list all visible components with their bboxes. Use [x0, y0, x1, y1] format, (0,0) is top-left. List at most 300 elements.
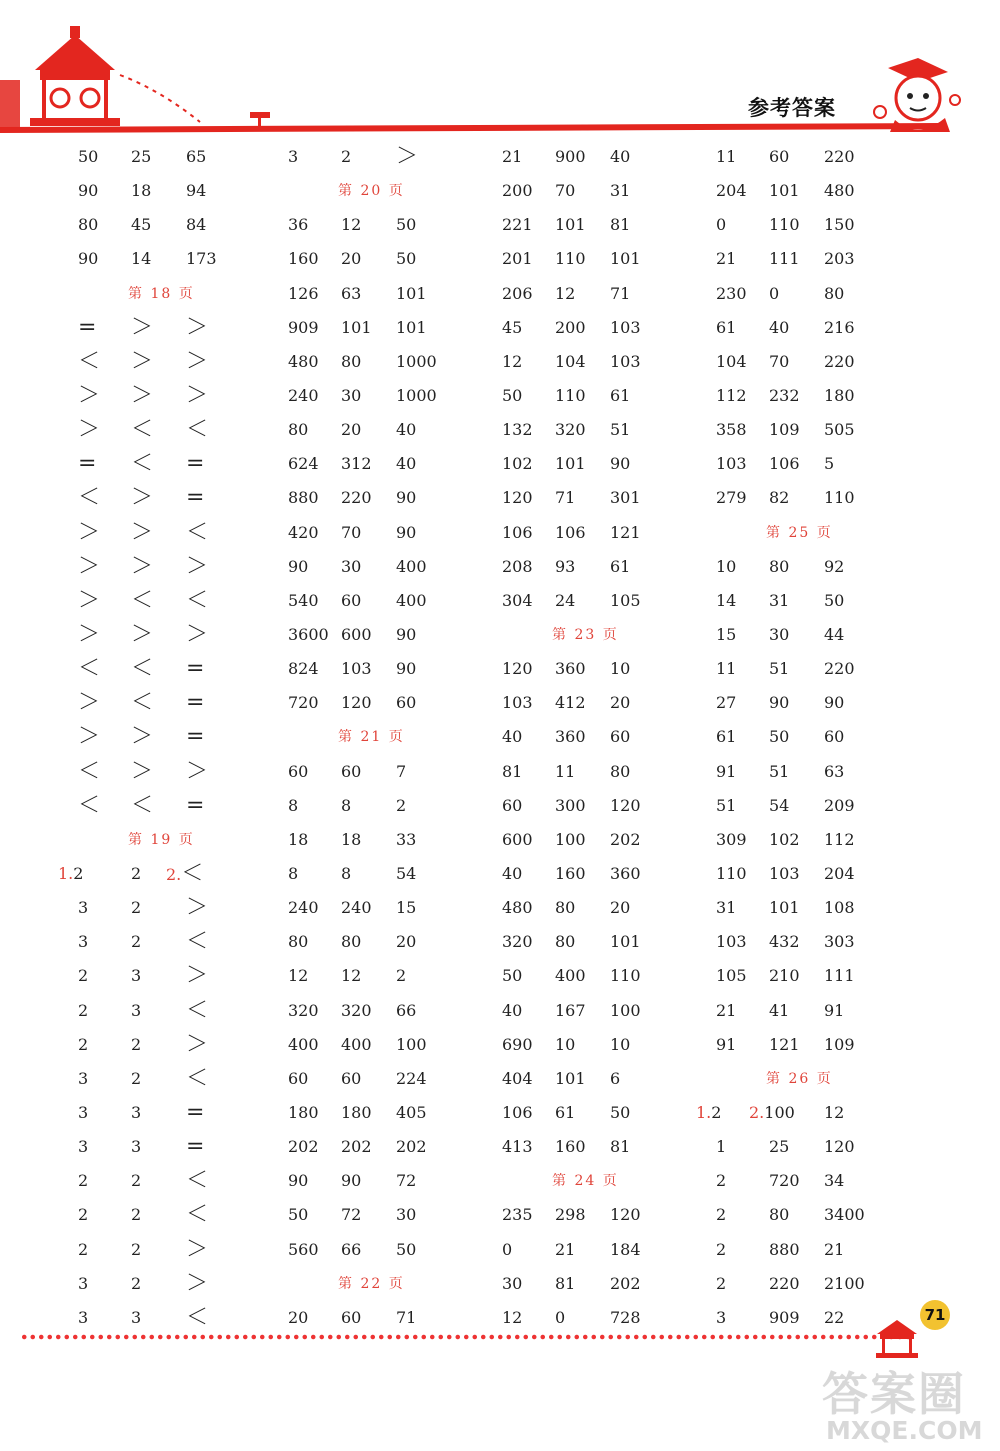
answer-cell — [716, 447, 747, 481]
answer-value: 21 — [555, 1239, 576, 1259]
answer-value: 2 — [78, 1239, 89, 1259]
answer-value: 3 — [78, 1068, 89, 1088]
answer-value: 60 — [769, 147, 790, 166]
answer-value: 279 — [716, 488, 747, 508]
answer-value: 204 — [824, 863, 855, 883]
answer-cell — [716, 1233, 726, 1267]
answer-value: 90 — [824, 693, 845, 713]
answer-value: ＜ — [131, 656, 154, 682]
answer-cell — [288, 550, 308, 584]
answer-cell — [341, 823, 361, 857]
answer-value: 70 — [341, 522, 362, 542]
answer-value: 104 — [716, 351, 747, 371]
answer-cell — [288, 1062, 308, 1096]
answer-value: 2 — [131, 1068, 142, 1088]
answer-value: 71 — [610, 283, 631, 303]
answer-cell — [502, 720, 522, 754]
answer-cell — [396, 891, 416, 925]
answer-cell — [288, 1164, 308, 1198]
answer-cell — [131, 1198, 141, 1232]
answer-value: 63 — [824, 761, 845, 781]
answer-value: 18 — [341, 829, 362, 849]
answer-value: 235 — [502, 1205, 533, 1225]
answer-cell — [186, 413, 208, 448]
answer-cell — [288, 857, 298, 891]
answer-cell — [555, 174, 575, 208]
answer-cell — [341, 1301, 361, 1335]
answer-cell — [131, 413, 153, 448]
answer-value: 8 — [341, 795, 352, 815]
answer-value: 90 — [396, 624, 417, 644]
answer-cell — [824, 140, 855, 174]
answer-value: 132 — [502, 420, 533, 440]
answer-cell — [288, 413, 308, 447]
answer-cell — [502, 379, 522, 413]
answer-cell — [502, 311, 522, 345]
answer-cell — [824, 652, 855, 686]
answer-value: 31 — [716, 898, 737, 918]
answer-value: 432 — [769, 932, 800, 952]
answer-cell — [186, 959, 208, 994]
answer-cell — [78, 584, 100, 619]
answer-value: 101 — [396, 283, 427, 303]
answer-cell — [555, 1301, 565, 1335]
answer-cell — [716, 311, 736, 345]
answer-cell — [396, 652, 416, 686]
page-section-heading: 第 26 页 — [766, 1070, 833, 1087]
answer-cell — [341, 1062, 361, 1096]
answer-cell — [502, 1062, 533, 1096]
answer-cell — [555, 345, 586, 379]
answer-value: 6 — [610, 1068, 621, 1088]
answer-value: 80 — [610, 761, 631, 781]
answer-cell — [769, 277, 779, 311]
answer-cell — [502, 140, 522, 174]
answer-cell — [131, 720, 153, 755]
answer-value: ＜ — [186, 1304, 209, 1330]
answer-cell — [555, 720, 586, 754]
answer-value: 909 — [288, 317, 319, 337]
answer-value: 108 — [824, 898, 855, 918]
answer-cell — [288, 242, 319, 276]
answer-cell — [78, 891, 88, 925]
answer-value: 66 — [396, 1000, 417, 1020]
answer-cell — [769, 1198, 789, 1232]
answer-value: 90 — [288, 1171, 309, 1191]
answer-cell — [186, 686, 204, 721]
answer-cell — [555, 1028, 575, 1062]
answer-cell — [555, 1233, 575, 1267]
answer-cell — [769, 959, 800, 993]
answer-value: 2 — [78, 1171, 89, 1191]
answer-cell — [610, 277, 630, 311]
answer-cell — [78, 447, 96, 482]
answer-value: 3 — [78, 1273, 89, 1293]
answer-cell — [555, 447, 586, 481]
answer-cell — [716, 550, 736, 584]
answer-value: 101 — [610, 932, 641, 952]
answer-cell — [186, 1233, 208, 1268]
answer-cell — [131, 140, 151, 174]
answer-cell — [186, 1198, 208, 1233]
answer-value: 216 — [824, 317, 855, 337]
answer-value: 110 — [824, 488, 855, 508]
answer-cell — [396, 516, 416, 550]
answer-value: 15 — [716, 624, 737, 644]
answer-cell — [610, 140, 630, 174]
answer-cell — [396, 1198, 416, 1232]
answer-value: 61 — [716, 317, 737, 337]
answer-value: 240 — [288, 898, 319, 918]
answer-value: 66 — [341, 1239, 362, 1259]
answer-cell — [396, 1062, 427, 1096]
answer-value: 202 — [610, 829, 641, 849]
answer-cell — [131, 1233, 141, 1267]
answer-value: 100 — [764, 1102, 795, 1122]
answer-cell — [288, 379, 319, 413]
cartoon-child-icon — [874, 58, 960, 132]
answer-value: 10 — [610, 659, 631, 679]
answer-value: ＞ — [78, 519, 101, 545]
answer-value: 101 — [769, 181, 800, 201]
answer-value: 103 — [341, 659, 372, 679]
answer-value: 81 — [610, 1137, 631, 1157]
answer-cell — [769, 789, 789, 823]
answer-cell — [186, 550, 208, 585]
answer-value: 60 — [610, 727, 631, 747]
answer-cell — [716, 823, 747, 857]
answer-cell — [610, 891, 630, 925]
page-number: 71 — [920, 1300, 950, 1330]
answer-value: ＜ — [181, 860, 204, 886]
answer-value: ＜ — [78, 656, 101, 682]
answer-cell — [555, 379, 586, 413]
answer-value: 12 — [502, 351, 523, 371]
answer-value: ＜ — [131, 587, 154, 613]
question-number: 1. — [58, 863, 74, 883]
answer-cell — [824, 789, 855, 823]
answer-cell — [341, 1130, 372, 1164]
answer-cell — [555, 1198, 586, 1232]
answer-value: 10 — [610, 1034, 631, 1054]
answer-value: ＞ — [131, 553, 154, 579]
answer-cell — [769, 618, 789, 652]
answer-value: 40 — [396, 454, 417, 474]
answer-cell — [186, 1028, 208, 1063]
answer-value: 105 — [610, 590, 641, 610]
answer-cell — [716, 891, 736, 925]
answer-value: 50 — [502, 966, 523, 986]
answer-cell — [555, 823, 586, 857]
answer-cell — [78, 345, 100, 380]
answer-value: ＞ — [78, 621, 101, 647]
answer-cell — [769, 925, 800, 959]
answer-cell — [131, 618, 153, 653]
answer-cell — [716, 994, 736, 1028]
answer-cell — [716, 652, 736, 686]
answer-cell — [769, 140, 789, 174]
answer-cell — [78, 1130, 88, 1164]
answer-value: 880 — [288, 488, 319, 508]
answer-cell — [716, 1198, 726, 1232]
answer-value: 90 — [396, 659, 417, 679]
answer-value: 104 — [555, 351, 586, 371]
answer-value: 300 — [555, 795, 586, 815]
answer-cell — [555, 311, 586, 345]
answer-cell — [341, 550, 361, 584]
answer-cell — [186, 447, 204, 482]
answer-cell — [166, 857, 203, 892]
answer-cell — [186, 1130, 204, 1165]
answer-cell — [769, 413, 800, 447]
answer-value: 2 — [396, 795, 407, 815]
answer-value: 103 — [502, 693, 533, 713]
answer-cell — [78, 1301, 88, 1335]
answer-cell — [824, 720, 844, 754]
answer-value: 50 — [610, 1102, 631, 1122]
answer-cell — [749, 1096, 795, 1130]
answer-cell — [555, 413, 586, 447]
answer-cell — [131, 994, 141, 1028]
answer-value: 540 — [288, 590, 319, 610]
answer-value: 420 — [288, 522, 319, 542]
answer-cell — [769, 345, 789, 379]
answer-cell — [824, 311, 855, 345]
answer-value: 2 — [78, 1034, 89, 1054]
answer-value: 202 — [288, 1137, 319, 1157]
answer-cell — [769, 720, 789, 754]
answer-value: 360 — [610, 863, 641, 883]
answer-value: 2 — [716, 1273, 727, 1293]
answer-value: 50 — [769, 727, 790, 747]
answer-cell — [555, 891, 575, 925]
answer-value: 80 — [824, 283, 845, 303]
answer-value: 90 — [341, 1171, 362, 1191]
answer-value: 2 — [131, 932, 142, 952]
answer-cell — [555, 277, 575, 311]
answer-cell — [502, 584, 533, 618]
answer-cell — [769, 994, 789, 1028]
answer-cell — [824, 550, 844, 584]
answer-value: 63 — [341, 283, 362, 303]
answer-value: 25 — [769, 1137, 790, 1157]
answer-value: 80 — [288, 932, 309, 952]
answer-value: 2 — [73, 863, 84, 883]
answer-value: 120 — [341, 693, 372, 713]
answer-value: 101 — [396, 317, 427, 337]
answer-cell — [396, 857, 416, 891]
answer-value: 40 — [769, 317, 790, 337]
answer-cell — [186, 1096, 204, 1131]
answer-cell — [555, 686, 586, 720]
answer-cell — [131, 516, 153, 551]
answer-value: 2 — [131, 863, 142, 883]
footer-dotted-line — [20, 1334, 910, 1340]
answer-cell — [502, 550, 533, 584]
answer-value: 93 — [555, 556, 576, 576]
answer-cell — [716, 208, 726, 242]
answer-cell — [288, 311, 319, 345]
answer-cell — [716, 789, 736, 823]
answer-cell — [78, 1233, 88, 1267]
answer-cell — [396, 413, 416, 447]
answer-cell — [555, 789, 586, 823]
answer-cell — [341, 618, 372, 652]
answer-value: 2 — [131, 898, 142, 918]
answer-value: ＜ — [186, 1202, 209, 1228]
answer-cell — [610, 584, 641, 618]
page-header — [0, 0, 1000, 150]
answer-value: ＜ — [186, 1065, 209, 1091]
answer-cell — [131, 652, 153, 687]
answer-cell — [502, 994, 522, 1028]
answer-value: 221 — [502, 215, 533, 235]
answer-cell — [824, 925, 855, 959]
watermark-logo: 答案圈 — [822, 1367, 966, 1421]
answer-value: 110 — [555, 249, 586, 269]
answer-value: 360 — [555, 659, 586, 679]
answer-cell — [716, 755, 736, 789]
answer-value: 81 — [555, 1273, 576, 1293]
answer-cell — [502, 1028, 533, 1062]
answer-cell — [502, 823, 533, 857]
answer-cell — [186, 140, 206, 174]
answer-value: 560 — [288, 1239, 319, 1259]
answer-cell — [78, 1164, 88, 1198]
answer-value: ＜ — [131, 792, 154, 818]
answer-cell — [769, 242, 800, 276]
answer-value: 12 — [341, 966, 362, 986]
answer-cell — [610, 720, 630, 754]
answer-cell — [769, 208, 800, 242]
answer-value: 200 — [502, 181, 533, 201]
answer-cell — [502, 959, 522, 993]
answer-cell — [288, 1233, 319, 1267]
answer-cell — [610, 345, 641, 379]
page-section-heading: 第 19 页 — [128, 831, 195, 848]
answer-cell — [288, 823, 308, 857]
answer-cell — [824, 413, 855, 447]
answer-value: 20 — [396, 932, 417, 952]
answer-cell — [555, 481, 575, 515]
answer-value: ＞ — [186, 963, 209, 989]
answer-cell — [341, 140, 351, 174]
answer-cell — [341, 686, 372, 720]
answer-value: 109 — [824, 1034, 855, 1054]
answer-cell — [58, 857, 83, 891]
answer-cell — [396, 755, 406, 789]
answer-cell — [131, 447, 153, 482]
answer-value: 2 — [131, 1034, 142, 1054]
answer-value: 45 — [131, 215, 152, 235]
answer-cell — [396, 379, 437, 413]
answer-value: 3 — [78, 1102, 89, 1122]
answer-value: 90 — [396, 488, 417, 508]
answer-cell — [769, 1130, 789, 1164]
answer-value: 40 — [502, 863, 523, 883]
answer-cell — [131, 1130, 141, 1164]
answer-cell — [824, 618, 844, 652]
answer-value: 90 — [610, 454, 631, 474]
answer-cell — [716, 857, 747, 891]
answer-value: 600 — [341, 624, 372, 644]
answer-cell — [610, 1198, 641, 1232]
answer-value: 0 — [502, 1239, 513, 1259]
answer-value: ＞ — [186, 348, 209, 374]
answer-value: 15 — [396, 898, 417, 918]
answer-cell — [131, 208, 151, 242]
answer-cell — [341, 652, 372, 686]
answer-value: 5 — [824, 454, 835, 474]
answer-cell — [716, 174, 747, 208]
answer-value: 121 — [610, 522, 641, 542]
answer-value: 101 — [555, 215, 586, 235]
answer-value: 60 — [341, 590, 362, 610]
answer-value: 126 — [288, 283, 319, 303]
answer-value: 11 — [555, 761, 576, 781]
answer-cell — [769, 481, 789, 515]
answer-value: 20 — [341, 420, 362, 440]
answer-value: 3 — [131, 1307, 142, 1327]
answer-cell — [502, 208, 533, 242]
answer-cell — [341, 1096, 372, 1130]
answer-cell — [186, 652, 204, 687]
answer-cell — [186, 925, 208, 960]
answer-cell — [610, 413, 630, 447]
answer-value: ＞ — [186, 1031, 209, 1057]
answer-cell — [502, 857, 522, 891]
page-section-heading: 第 25 页 — [766, 524, 833, 541]
answer-value: 12 — [502, 1307, 523, 1327]
answer-cell — [502, 447, 533, 481]
answer-value: 202 — [396, 1137, 427, 1157]
answer-value: 30 — [769, 624, 790, 644]
answer-cell — [341, 1198, 361, 1232]
answer-cell — [288, 208, 308, 242]
answer-value: 3 — [288, 147, 299, 166]
answer-cell — [824, 1164, 844, 1198]
answer-value: 84 — [186, 215, 207, 235]
answer-cell — [716, 1267, 726, 1301]
answer-value: 31 — [769, 590, 790, 610]
answer-cell — [288, 1198, 308, 1232]
answer-value: 232 — [769, 385, 800, 405]
answer-cell — [696, 1096, 721, 1130]
answer-cell — [341, 447, 372, 481]
answer-cell — [502, 686, 533, 720]
answer-value: 220 — [341, 488, 372, 508]
answer-cell — [769, 311, 789, 345]
answer-value: 3 — [78, 898, 89, 918]
answer-value: 101 — [555, 1068, 586, 1088]
answer-cell — [78, 720, 100, 755]
answer-cell — [396, 208, 416, 242]
answer-value: 120 — [610, 795, 641, 815]
carousel-icon — [0, 26, 200, 128]
answer-cell — [341, 379, 361, 413]
answer-value: 160 — [555, 863, 586, 883]
answer-cell — [610, 925, 641, 959]
answer-value: 180 — [341, 1102, 372, 1122]
answer-cell — [131, 379, 153, 414]
answer-value: 50 — [396, 215, 417, 235]
answer-value: 8 — [288, 795, 299, 815]
answer-cell — [396, 242, 416, 276]
answer-cell — [824, 823, 855, 857]
answer-cell — [131, 481, 153, 516]
answer-value: 400 — [396, 556, 427, 576]
answer-value: 110 — [716, 863, 747, 883]
